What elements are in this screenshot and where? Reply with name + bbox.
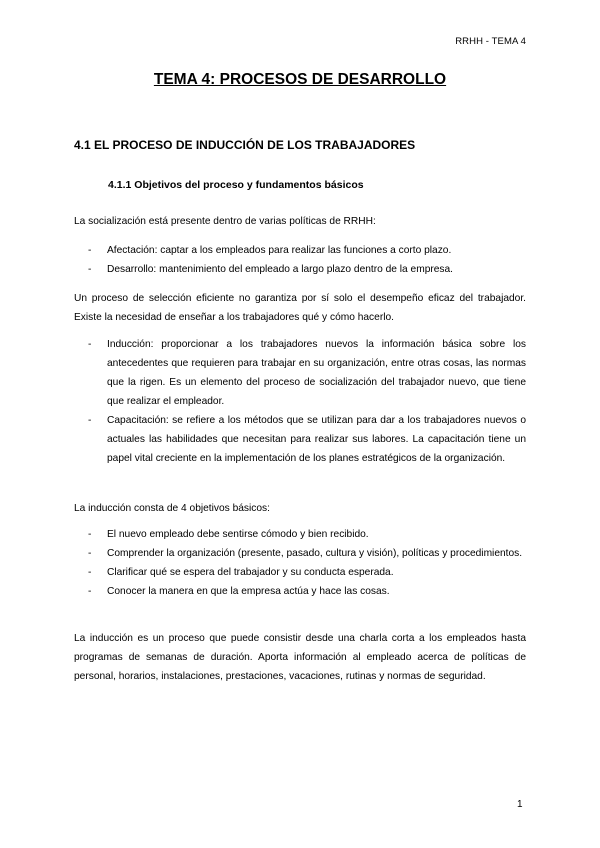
list-objetivos [74,525,526,601]
list-item: - El nuevo empleado debe sentirse cómodo y bien recibido. [74,525,526,544]
paragraph-text: Un proceso de selección eficiente no garantiza por sí solo el desempeño eficaz del trabajador. Existe la necesidad de enseñar a los trabajadores qué y cómo hacerlo. [74,293,526,323]
dash-bullet: - [88,567,92,578]
dash-bullet: - [88,339,92,350]
paragraph-text: La inducción consta de 4 objetivos básicos: [74,503,270,514]
dash-bullet: - [88,548,92,559]
list-induccion-capacitacion [74,335,526,468]
paragraph-text: La inducción es un proceso que puede consistir desde una charla corta a los empleados hasta programas de semanas de duración. Aporta información al empleado acerca de políticas de personal, horarios, instalaciones, prestaciones, vacaciones, rutinas y normas de seguridad. [74,633,526,682]
paragraph-text: La socialización está presente dentro de varias políticas de RRHH: [74,216,376,227]
dash-bullet: - [88,245,92,256]
list-item: - Desarrollo: mantenimiento del empleado a largo plazo dentro de la empresa. [74,260,526,279]
list-item: - Conocer la manera en que la empresa actúa y hace las cosas. [74,582,526,601]
list-socializacion [74,241,526,279]
list-item: - Afectación: captar a los empleados para realizar las funciones a corto plazo. [74,241,526,260]
page-title: TEMA 4: PROCESOS DE DESARROLLO [153,71,447,88]
dash-bullet: - [88,586,92,597]
paragraph-seleccion [74,289,526,327]
dash-bullet: - [88,264,92,275]
list-item: - Clarificar qué se espera del trabajador y su conducta esperada. [74,563,526,582]
list-item: - Capacitación: se refiere a los métodos que se utilizan para dar a los trabajadores nuevos o actuales las habilidades que necesitan para realizar sus labores. La capacitación tiene un papel vital creciente en la implementación de los planes estratégicos de la organización. [74,411,526,468]
paragraph-objetivos [74,499,526,518]
list-item: - Comprender la organización (presente, pasado, cultura y visión), políticas y procedimientos. [74,544,526,563]
running-header: RRHH - TEMA 4 [455,36,526,47]
subsection-heading: 4.1.1 Objetivos del proceso y fundamentos básicos [108,179,364,191]
page-number: 1 [517,799,523,810]
dash-bullet: - [88,415,92,426]
paragraph-induccion-proceso [74,629,526,686]
section-heading: 4.1 EL PROCESO DE INDUCCIÓN DE LOS TRABAJADORES [74,138,416,152]
paragraph-socializacion [74,212,526,231]
dash-bullet: - [88,529,92,540]
list-item: - Inducción: proporcionar a los trabajadores nuevos la información básica sobre los antecedentes que requieren para trabajar en su organización, entre otras cosas, las normas que la rigen. Es un elemento del proceso de socialización del trabajador nuevo, que tiene que realizar el empleador. [74,335,526,411]
